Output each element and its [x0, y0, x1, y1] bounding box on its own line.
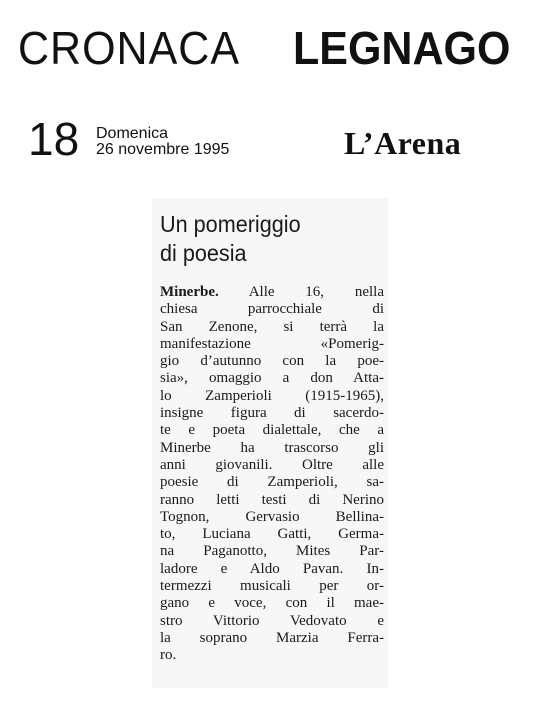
- body-line: lo Zamperioli (1915-1965),: [160, 387, 384, 404]
- article: [152, 198, 388, 688]
- body-line: na Paganotto, Mites Par-: [160, 543, 384, 560]
- article-headline: [160, 210, 372, 268]
- body-line: gano e voce, con il mae-: [160, 595, 384, 612]
- headline-line: Un pomeriggio: [160, 211, 301, 237]
- body-line: termezzi musicali per or-: [160, 578, 384, 595]
- date-row: [0, 114, 547, 170]
- page-number: 18: [28, 113, 80, 165]
- headline-line: di poesia: [160, 240, 247, 266]
- body-line: [160, 284, 384, 301]
- publication-date: [96, 126, 229, 158]
- body-line: insigne figura di sacerdo-: [160, 405, 384, 422]
- body-line: te e poeta dialettale, che a: [160, 422, 384, 439]
- body-line: gio d’autunno con la poe-: [160, 353, 384, 370]
- body-line: San Zenone, si terrà la: [160, 318, 384, 335]
- dateline: Minerbe.: [160, 284, 219, 300]
- body-line-text: Alle 16, nella: [218, 284, 384, 300]
- masthead: [18, 16, 530, 84]
- body-line: sia», omaggio a don Atta-: [160, 370, 384, 387]
- body-line: Minerbe ha trascorso gli: [160, 439, 384, 456]
- body-line: stro Vittorio Vedovato e: [160, 612, 384, 629]
- masthead-section-word: CRONACA: [18, 22, 241, 75]
- body-line: ranno letti testi di Nerino: [160, 491, 384, 508]
- body-line: poesie di Zamperioli, sa-: [160, 474, 384, 491]
- body-line: anni giovanili. Oltre alle: [160, 456, 384, 473]
- body-line: manifestazione «Pomerig-: [160, 335, 384, 352]
- body-line: la soprano Marzia Ferra-: [160, 629, 384, 646]
- body-line: ladore e Aldo Pavan. In-: [160, 560, 384, 577]
- newspaper-name: L’Arena: [344, 125, 462, 161]
- weekday: Domenica: [96, 125, 169, 142]
- body-line: chiesa parrocchiale di: [160, 301, 384, 318]
- body-line: ro.: [160, 647, 177, 664]
- article-body: [160, 284, 384, 665]
- body-line: Tognon, Gervasio Bellina-: [160, 508, 384, 525]
- masthead-location-word: LEGNAGO: [293, 22, 511, 75]
- body-line: to, Luciana Gatti, Germa-: [160, 526, 384, 543]
- date: 26 novembre 1995: [96, 141, 230, 158]
